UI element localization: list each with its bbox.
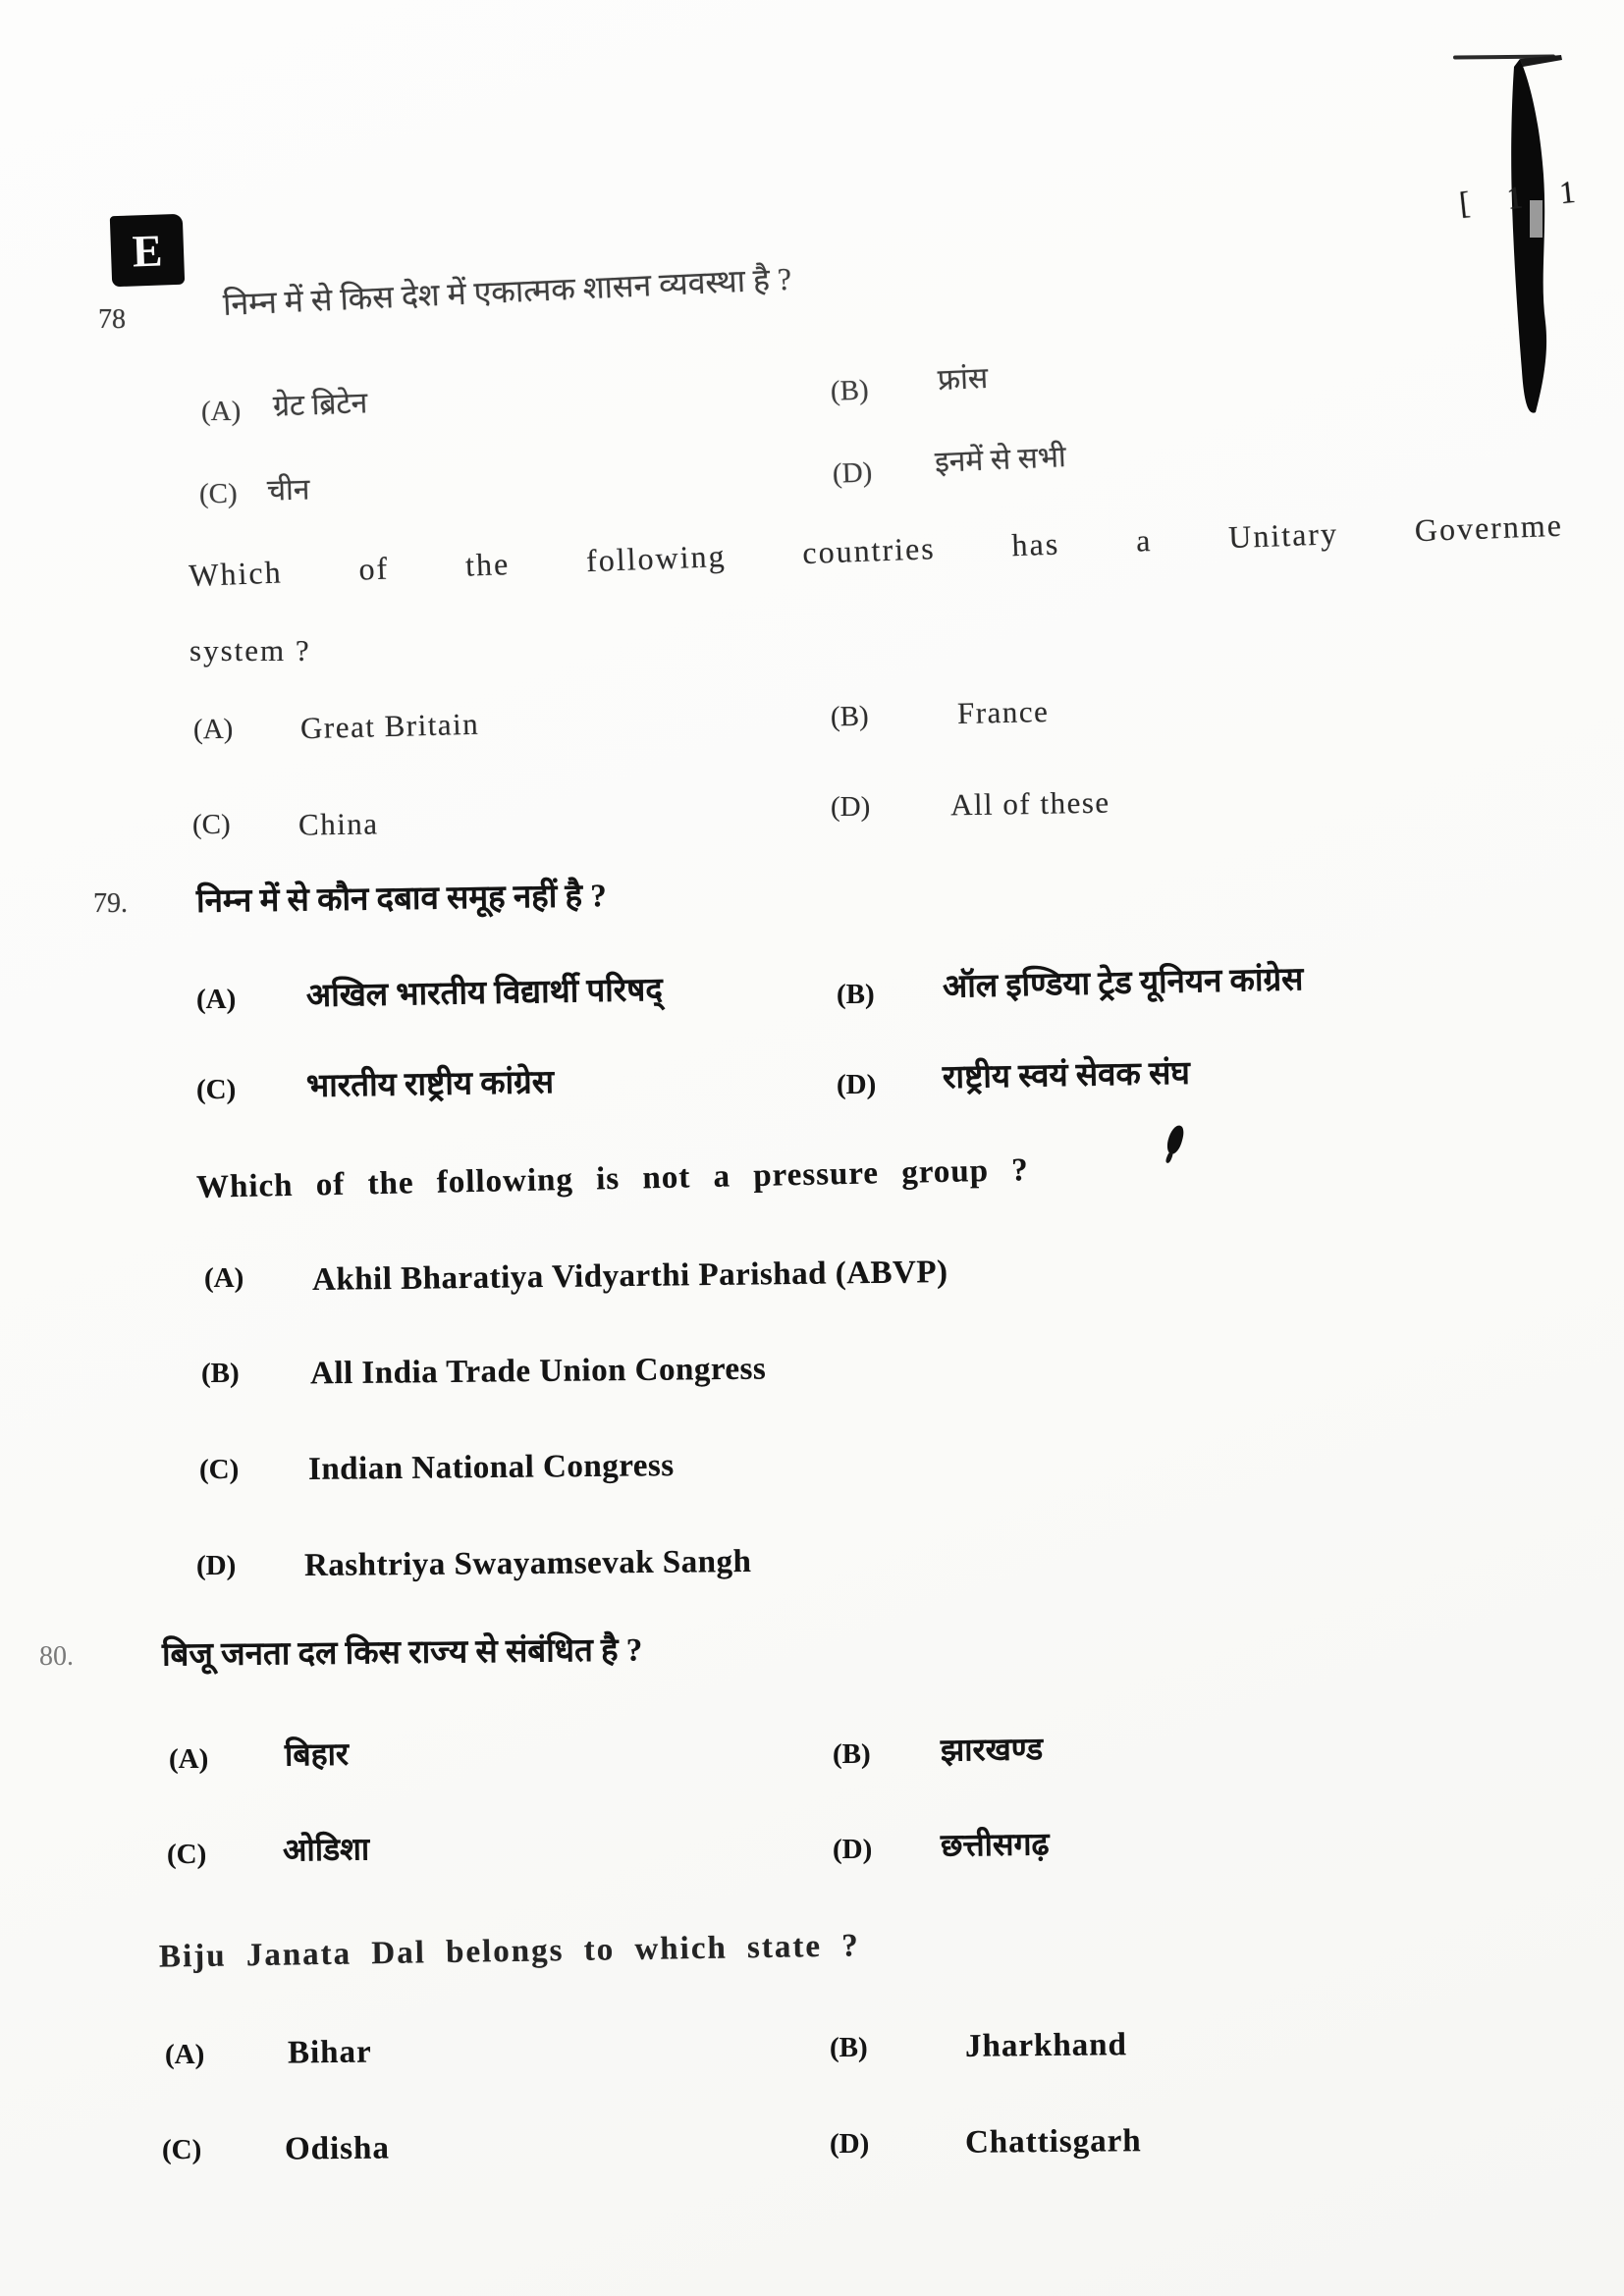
q79-english-question: Which of the following is not a pressure group ? bbox=[195, 1152, 1030, 1205]
q80-hindi-option-c-label: (C) bbox=[167, 1839, 207, 1870]
q78-english-question-line1: Which of the following countries has a Unitary Governme bbox=[188, 507, 1564, 594]
q79-english-option-a-text: Akhil Bharatiya Vidyarthi Parishad (ABVP) bbox=[311, 1255, 948, 1298]
q79-hindi-option-d-text: राष्ट्रीय स्वयं सेवक संघ bbox=[942, 1055, 1191, 1096]
q78-english-option-a-text: Great Britain bbox=[299, 706, 480, 746]
q79-hindi-question: निम्न में से कौन दबाव समूह नहीं है ? bbox=[195, 879, 607, 920]
q80-number: 80. bbox=[39, 1641, 74, 1672]
booklet-code-letter: E bbox=[131, 224, 164, 277]
q80-english-option-b-label: (B) bbox=[830, 2032, 868, 2063]
q79-hindi-option-a-text: अखिल भारतीय विद्यार्थी परिषद् bbox=[305, 972, 664, 1015]
q80-hindi-option-a-label: (A) bbox=[169, 1743, 209, 1775]
q80-english-option-c-text: Odisha bbox=[284, 2130, 391, 2167]
q80-hindi-option-b-text: झारखण्ड bbox=[940, 1731, 1044, 1768]
q78-english-option-a-label: (A) bbox=[192, 713, 234, 746]
q80-english-option-d-label: (D) bbox=[830, 2128, 870, 2160]
q78-english-option-b-label: (B) bbox=[830, 700, 869, 733]
q79-english-option-a-label: (A) bbox=[204, 1262, 244, 1294]
q80-english-option-d-text: Chattisgarh bbox=[964, 2123, 1142, 2161]
q78-english-option-d-label: (D) bbox=[831, 791, 871, 823]
q79-english-option-d-label: (D) bbox=[196, 1550, 237, 1581]
q78-hindi-option-b-text: फ्रांस bbox=[937, 361, 989, 398]
q79-hindi-option-b-label: (B) bbox=[837, 979, 875, 1010]
ink-smudge bbox=[1165, 1124, 1186, 1155]
page-number-marker: [ 1 1 bbox=[1457, 172, 1593, 221]
q80-hindi-question: बिजू जनता दल किस राज्य से संबंधित है ? bbox=[161, 1632, 643, 1674]
q80-hindi-option-a-text: बिहार bbox=[284, 1735, 350, 1773]
q79-english-option-b-label: (B) bbox=[201, 1358, 240, 1389]
q79-english-option-b-text: All India Trade Union Congress bbox=[309, 1351, 767, 1392]
q78-english-option-c-text: China bbox=[298, 806, 379, 842]
q78-hindi-option-a-label: (A) bbox=[201, 396, 242, 427]
q78-hindi-option-c-label: (C) bbox=[199, 478, 238, 509]
q78-english-option-d-text: All of these bbox=[949, 784, 1110, 823]
q78-english-option-c-label: (C) bbox=[192, 809, 231, 840]
q79-english-option-c-label: (C) bbox=[199, 1454, 240, 1485]
q80-english-option-b-text: Jharkhand bbox=[964, 2027, 1128, 2064]
q80-hindi-option-b-label: (B) bbox=[833, 1738, 871, 1770]
q80-english-option-c-label: (C) bbox=[162, 2134, 202, 2165]
q78-english-question-line2: system ? bbox=[189, 633, 311, 667]
q78-hindi-option-d-label: (D) bbox=[832, 456, 873, 490]
q78-hindi-question: निम्न में से किस देश में एकात्मक शासन व्यवस्था है ? bbox=[222, 260, 792, 323]
q79-english-option-c-text: Indian National Congress bbox=[307, 1448, 675, 1487]
q79-hindi-option-d-label: (D) bbox=[837, 1069, 877, 1100]
scan-fold-streak bbox=[1404, 27, 1624, 420]
q80-hindi-option-d-label: (D) bbox=[833, 1834, 873, 1865]
q79-hindi-option-b-text: ऑल इण्डिया ट्रेड यूनियन कांग्रेस bbox=[942, 962, 1304, 1005]
q78-hindi-option-d-text: इनमें से सभी bbox=[934, 441, 1067, 479]
q78-hindi-option-c-text: चीन bbox=[266, 473, 310, 507]
q79-number: 79. bbox=[93, 888, 128, 919]
q80-english-option-a-text: Bihar bbox=[287, 2034, 372, 2071]
q80-english-question: Biju Janata Dal belongs to which state ? bbox=[158, 1928, 861, 1975]
q79-hindi-option-c-text: भारतीय राष्ट्रीय कांग्रेस bbox=[305, 1065, 555, 1104]
q80-hindi-option-c-text: ओडिशा bbox=[282, 1831, 370, 1868]
q80-english-option-a-label: (A) bbox=[165, 2039, 205, 2070]
booklet-code-box bbox=[110, 214, 185, 288]
q79-hindi-option-a-label: (A) bbox=[196, 984, 237, 1015]
q79-hindi-option-c-label: (C) bbox=[196, 1074, 237, 1105]
q78-hindi-option-a-text: ग्रेट ब्रिटेन bbox=[272, 387, 368, 423]
q80-hindi-option-d-text: छत्तीसगढ़ bbox=[940, 1826, 1050, 1863]
q78-number: 78 bbox=[98, 304, 126, 335]
q78-hindi-option-b-label: (B) bbox=[830, 374, 870, 407]
q79-english-option-d-text: Rashtriya Swayamsevak Sangh bbox=[303, 1544, 752, 1583]
q78-english-option-b-text: France bbox=[956, 694, 1050, 730]
